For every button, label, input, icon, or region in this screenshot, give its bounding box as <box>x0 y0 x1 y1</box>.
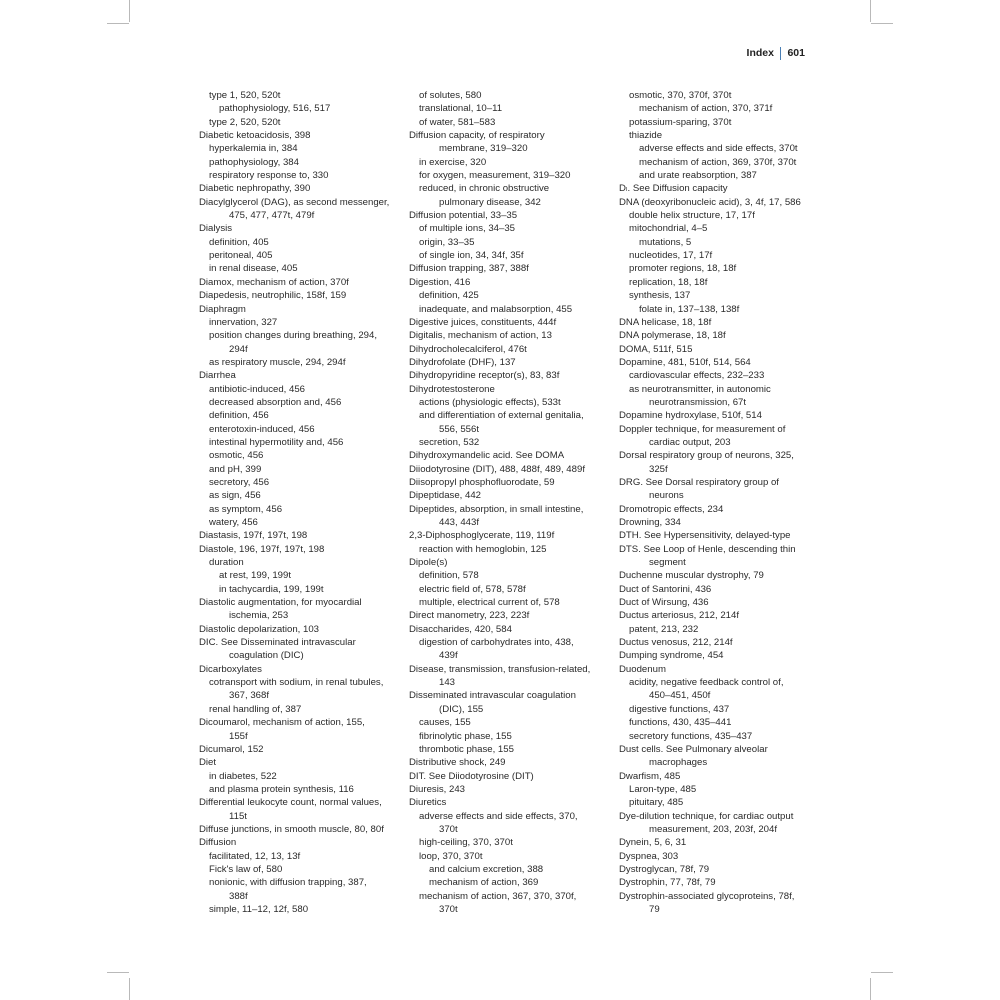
index-entry: Dihydrocholecalciferol, 476t <box>409 343 527 355</box>
index-entry: Dystrophin-associated glycoproteins, 78f, <box>619 890 795 902</box>
index-entry: type 1, 520, 520t <box>209 90 281 101</box>
index-entry: 450–451, 450f <box>649 690 711 702</box>
index-entry: translational, 10–11 <box>419 103 503 115</box>
index-entry: Disseminated intravascular coagulation <box>409 690 576 702</box>
index-entry: 143 <box>439 677 456 689</box>
index-entry: respiratory response to, 330 <box>209 170 329 182</box>
index-entry: Dihydroxymandelic acid. See DOMA <box>409 450 565 462</box>
index-entry: pituitary, 485 <box>629 797 684 809</box>
index-entry: secretory, 456 <box>209 476 270 488</box>
index-entry: Laron-type, 485 <box>629 783 697 795</box>
index-entry: Dihydropyridine receptor(s), 83, 83f <box>409 370 560 382</box>
index-entry: 475, 477, 477t, 479f <box>229 210 315 222</box>
index-entry: Differential leukocyte count, normal values, <box>199 797 382 809</box>
index-column-3 <box>619 89 829 916</box>
index-entry: Diarrhea <box>199 370 236 382</box>
index-entry: innervation, 327 <box>209 316 278 328</box>
index-entry: Dopamine hydroxylase, 510f, 514 <box>619 410 762 422</box>
index-entry: Ductus venosus, 212, 214f <box>619 637 733 649</box>
index-entry: synthesis, 137 <box>629 290 691 302</box>
index-entry: hyperkalemia in, 384 <box>209 143 298 155</box>
index-entry: double helix structure, 17, 17f <box>629 210 755 222</box>
index-entry: Digestion, 416 <box>409 276 471 288</box>
index-entry: osmotic, 456 <box>209 450 264 462</box>
index-entry: Dyspnea, 303 <box>619 850 679 862</box>
index-entry: Dynein, 5, 6, 31 <box>619 837 687 849</box>
index-column-2 <box>409 89 619 916</box>
index-entry: reaction with hemoglobin, 125 <box>419 543 547 555</box>
section-title: Index <box>746 47 774 59</box>
index-entry: potassium-sparing, 370t <box>629 116 732 128</box>
index-entry: cotransport with sodium, in renal tubules, <box>209 677 384 689</box>
index-entry: Ductus arteriosus, 212, 214f <box>619 610 739 622</box>
index-entry: Dicoumarol, mechanism of action, 155, <box>199 717 365 729</box>
index-entry: Dromotropic effects, 234 <box>619 503 724 515</box>
index-entry: DRG. See Dorsal respiratory group of <box>619 476 779 488</box>
index-entry: functions, 430, 435–441 <box>629 717 732 729</box>
index-entry: DOMA, 511f, 515 <box>619 343 693 355</box>
index-entry: Dihydrotestosterone <box>409 383 495 395</box>
index-entry: electric field of, 578, 578f <box>419 583 526 595</box>
index-entry: peritoneal, 405 <box>209 250 273 262</box>
index-entry: cardiovascular effects, 232–233 <box>629 370 765 382</box>
index-entry: causes, 155 <box>419 717 471 729</box>
index-entry: Diiodotyrosine (DIT), 488, 488f, 489, 489f <box>409 463 585 475</box>
index-entry: of single ion, 34, 34f, 35f <box>419 250 524 262</box>
index-entry: (DIC), 155 <box>439 703 484 715</box>
index-entry: 388f <box>229 890 248 902</box>
index-entry: and calcium excretion, 388 <box>429 863 544 875</box>
index-entry: Diffusion capacity, of respiratory <box>409 130 545 142</box>
index-entry: renal handling of, 387 <box>209 703 302 715</box>
index-entry: Diabetic nephropathy, 390 <box>199 183 311 195</box>
index-entry: Dialysis <box>199 223 233 235</box>
index-entry: neurotransmission, 67t <box>649 396 747 408</box>
index-entry: actions (physiologic effects), 533t <box>419 396 561 408</box>
index-entry: Diuresis, 243 <box>409 783 465 795</box>
index-entry: Dicarboxylates <box>199 663 262 675</box>
index-entry: as symptom, 456 <box>209 503 283 515</box>
index-entry: patent, 213, 232 <box>629 623 699 635</box>
index-entry: DNA polymerase, 18, 18f <box>619 330 726 342</box>
index-entry: neurons <box>649 490 684 502</box>
index-entry: Diaphragm <box>199 303 246 315</box>
index-entry: position changes during breathing, 294, <box>209 330 378 342</box>
index-entry: DTH. See Hypersensitivity, delayed-type <box>619 530 791 542</box>
index-entry: adverse effects and side effects, 370t <box>639 143 798 155</box>
index-entry: 556, 556t <box>439 423 480 435</box>
index-entry: measurement, 203, 203f, 204f <box>649 823 777 835</box>
index-entry: Dopamine, 481, 510f, 514, 564 <box>619 356 751 368</box>
index-entry: of multiple ions, 34–35 <box>419 223 515 235</box>
index-entry: Duct of Wirsung, 436 <box>619 597 709 609</box>
index-entry: folate in, 137–138, 138f <box>639 303 740 315</box>
index-entry: Disaccharides, 420, 584 <box>409 623 512 635</box>
index-entry: Diastole, 196, 197f, 197t, 198 <box>199 543 325 555</box>
index-entry: 439f <box>439 650 458 662</box>
index-entry: ischemia, 253 <box>229 610 289 622</box>
index-entry: DNA (deoxyribonucleic acid), 3, 4f, 17, 586 <box>619 196 801 208</box>
index-entry: Diabetic ketoacidosis, 398 <box>199 130 311 142</box>
index-entry: Diastolic depolarization, 103 <box>199 623 319 635</box>
index-entry: reduced, in chronic obstructive <box>419 183 550 195</box>
index-entry: Distributive shock, 249 <box>409 757 506 769</box>
crop-mark <box>129 978 130 1000</box>
index-entry: 2,3-Diphosphoglycerate, 119, 119f <box>409 530 555 542</box>
index-entry: in renal disease, 405 <box>209 263 298 275</box>
index-entry: Dumping syndrome, 454 <box>619 650 724 662</box>
crop-mark <box>129 0 130 22</box>
index-entry: 155f <box>229 730 248 742</box>
index-entry: 294f <box>229 343 248 355</box>
index-entry: Doppler technique, for measurement of <box>619 423 786 435</box>
index-entry: and plasma protein synthesis, 116 <box>209 783 354 795</box>
running-header <box>600 44 805 62</box>
index-entry: Dipeptidase, 442 <box>409 490 482 502</box>
index-entry: thiazide <box>629 130 663 142</box>
index-entry: intestinal hypermotility and, 456 <box>209 436 344 448</box>
index-entry: Dye-dilution technique, for cardiac output <box>619 810 794 822</box>
index-entry: in tachycardia, 199, 199t <box>219 583 324 595</box>
index-entry: DIT. See Diiodotyrosine (DIT) <box>409 770 534 782</box>
index-column-1 <box>199 89 409 916</box>
index-entry: Duchenne muscular dystrophy, 79 <box>619 570 764 582</box>
index-entry: Dust cells. See Pulmonary alveolar <box>619 743 768 755</box>
index-entry: mitochondrial, 4–5 <box>629 223 708 235</box>
index-entry: 79 <box>649 903 660 915</box>
index-entry: coagulation (DIC) <box>229 650 304 662</box>
index-entry: simple, 11–12, 12f, 580 <box>209 903 309 915</box>
index-entry: membrane, 319–320 <box>439 143 528 155</box>
index-entry: nucleotides, 17, 17f <box>629 250 713 262</box>
crop-mark <box>870 0 871 22</box>
index-entry: Dystrophin, 77, 78f, 79 <box>619 877 716 889</box>
index-entry: mechanism of action, 369, 370f, 370t <box>639 156 797 168</box>
index-entry: secretion, 532 <box>419 436 480 448</box>
index-entry: as neurotransmitter, in autonomic <box>629 383 771 395</box>
index-entry: digestive functions, 437 <box>629 703 730 715</box>
index-entry: of solutes, 580 <box>419 90 482 101</box>
index-entry: mutations, 5 <box>639 236 692 248</box>
index-entry: Diuretics <box>409 797 447 809</box>
crop-mark <box>107 23 129 24</box>
index-entry: for oxygen, measurement, 319–320 <box>419 170 571 182</box>
index-entry: decreased absorption and, 456 <box>209 396 342 408</box>
index-entry: duration <box>209 557 244 569</box>
index-entry: Dₗ. See Diffusion capacity <box>619 183 728 195</box>
index-entry: pathophysiology, 516, 517 <box>219 103 331 115</box>
crop-mark <box>107 972 129 973</box>
crop-mark <box>871 23 893 24</box>
index-entry: Diffuse junctions, in smooth muscle, 80, 80f <box>199 823 384 835</box>
index-entry: Dystroglycan, 78f, 79 <box>619 863 710 875</box>
index-entry: Digitalis, mechanism of action, 13 <box>409 330 552 342</box>
index-entry: secretory functions, 435–437 <box>629 730 753 742</box>
index-entry: fibrinolytic phase, 155 <box>419 730 512 742</box>
index-entry: Digestive juices, constituents, 444f <box>409 316 557 328</box>
index-entry: macrophages <box>649 757 708 769</box>
index-entry: Dipole(s) <box>409 557 448 569</box>
index-entry: of water, 581–583 <box>419 116 496 128</box>
index-entry: DIC. See Disseminated intravascular <box>199 637 356 649</box>
index-entry: definition, 405 <box>209 236 269 248</box>
index-entry: pathophysiology, 384 <box>209 156 299 168</box>
index-entry: Drowning, 334 <box>619 517 681 528</box>
index-entry: Dicumarol, 152 <box>199 743 264 755</box>
index-entry: facilitated, 12, 13, 13f <box>209 850 301 862</box>
index-entry: osmotic, 370, 370f, 370t <box>629 90 732 101</box>
index-entry: Diffusion <box>199 837 237 849</box>
index-entry: thrombotic phase, 155 <box>419 743 514 755</box>
index-entry: DNA helicase, 18, 18f <box>619 316 712 328</box>
index-entry: nonionic, with diffusion trapping, 387, <box>209 877 367 889</box>
index-entry: Duodenum <box>619 663 666 675</box>
index-entry: in exercise, 320 <box>419 156 487 168</box>
index-entry: Diamox, mechanism of action, 370f <box>199 276 349 288</box>
index-entry: replication, 18, 18f <box>629 276 708 288</box>
index-entry: as respiratory muscle, 294, 294f <box>209 356 346 368</box>
index-entry: adverse effects and side effects, 370, <box>419 810 578 822</box>
index-entry: Dorsal respiratory group of neurons, 325, <box>619 450 794 462</box>
index-entry: as sign, 456 <box>209 490 261 502</box>
index-entry: pulmonary disease, 342 <box>439 196 541 208</box>
index-entry: and urate reabsorption, 387 <box>639 170 757 182</box>
index-entry: loop, 370, 370t <box>419 850 483 862</box>
index-entry: mechanism of action, 370, 371f <box>639 103 773 115</box>
index-entry: digestion of carbohydrates into, 438, <box>419 637 574 649</box>
index-entry: Diisopropyl phosphofluorodate, 59 <box>409 476 555 488</box>
index-entry: antibiotic-induced, 456 <box>209 383 306 395</box>
index-entry: watery, 456 <box>209 517 258 528</box>
index-entry: 443, 443f <box>439 517 480 528</box>
index-entry: and differentiation of external genitalia, <box>419 410 584 422</box>
index-entry: Disease, transmission, transfusion-related, <box>409 663 591 675</box>
index-entry: Dihydrofolate (DHF), 137 <box>409 356 516 368</box>
index-entry: definition, 425 <box>419 290 479 302</box>
index-entry: Diffusion potential, 33–35 <box>409 210 518 222</box>
index-entry: multiple, electrical current of, 578 <box>419 597 560 609</box>
index-entry: promoter regions, 18, 18f <box>629 263 737 275</box>
index-entry: definition, 456 <box>209 410 269 422</box>
header-divider <box>780 47 782 60</box>
index-entry: segment <box>649 557 686 569</box>
index-entry: Dwarfism, 485 <box>619 770 681 782</box>
index-entry: mechanism of action, 369 <box>429 877 539 889</box>
index-entry: origin, 33–35 <box>419 236 475 248</box>
index-entry: Duct of Santorini, 436 <box>619 583 712 595</box>
index-entry: DTS. See Loop of Henle, descending thin <box>619 543 796 555</box>
index-entry: Diet <box>199 757 217 769</box>
index-entry: Dipeptides, absorption, in small intestine, <box>409 503 584 515</box>
index-entry: 370t <box>439 823 458 835</box>
index-entry: acidity, negative feedback control of, <box>629 677 784 689</box>
index-entry: Diacylglycerol (DAG), as second messenger, <box>199 196 390 208</box>
index-entry: inadequate, and malabsorption, 455 <box>419 303 573 315</box>
index-entry: 325f <box>649 463 668 475</box>
index-entry: 367, 368f <box>229 690 270 702</box>
crop-mark <box>871 972 893 973</box>
index-entry: Diffusion trapping, 387, 388f <box>409 263 529 275</box>
index-entry: enterotoxin-induced, 456 <box>209 423 315 435</box>
index-entry: 370t <box>439 903 458 915</box>
index-entry: type 2, 520, 520t <box>209 116 281 128</box>
index-entry: and pH, 399 <box>209 463 262 475</box>
index-entry: cardiac output, 203 <box>649 436 731 448</box>
index-entry: 115t <box>229 810 247 822</box>
crop-mark <box>870 978 871 1000</box>
page-number: 601 <box>787 47 805 59</box>
index-entry: high-ceiling, 370, 370t <box>419 837 513 849</box>
index-entry: Diastasis, 197f, 197t, 198 <box>199 530 308 542</box>
index-entry: mechanism of action, 367, 370, 370f, <box>419 890 577 902</box>
index-entry: at rest, 199, 199t <box>219 570 291 582</box>
index-entry: Diastolic augmentation, for myocardial <box>199 597 362 609</box>
index-entry: definition, 578 <box>419 570 479 582</box>
index-entry: Diapedesis, neutrophilic, 158f, 159 <box>199 290 347 302</box>
index-entry: Direct manometry, 223, 223f <box>409 610 530 622</box>
index-entry: Fick's law of, 580 <box>209 863 283 875</box>
index-entry: in diabetes, 522 <box>209 770 277 782</box>
